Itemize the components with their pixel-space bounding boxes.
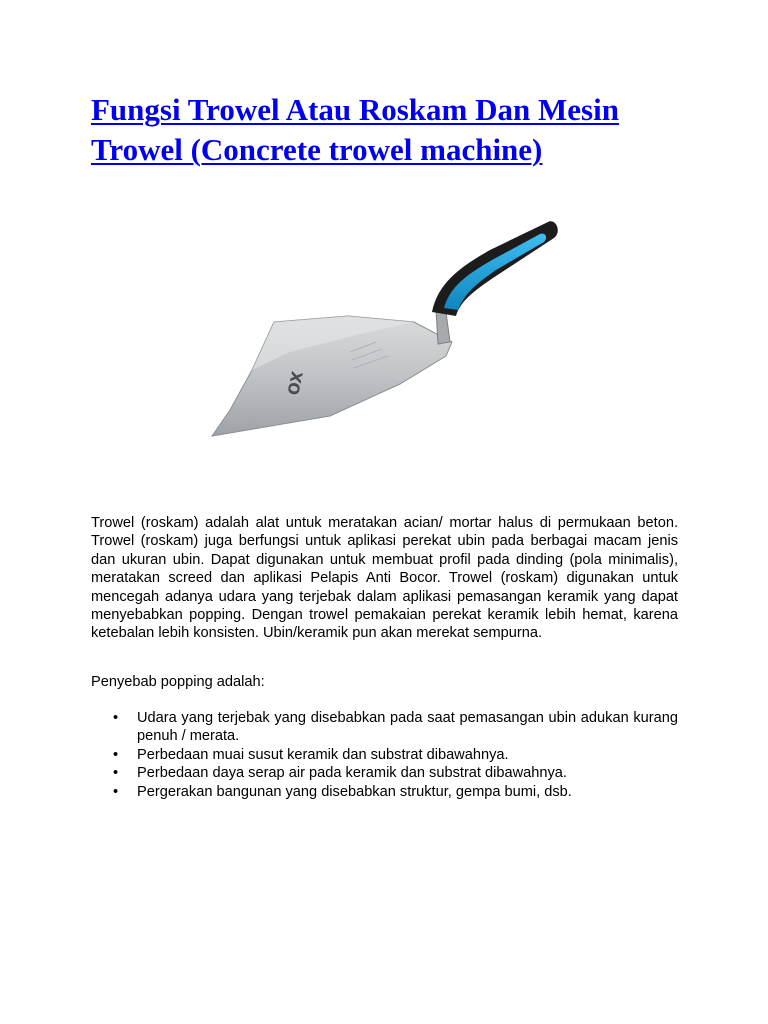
list-item-text: Udara yang terjebak yang disebabkan pada saat pemasangan ubin adukan kurang penuh / merata. [137, 710, 678, 745]
list-item-text: Pergerakan bangunan yang disebabkan struktur, gempa bumi, dsb. [137, 783, 572, 800]
list-item-text: Perbedaan daya serap air pada keramik dan substrat dibawahnya. [137, 765, 567, 782]
intro-paragraph: Trowel (roskam) adalah alat untuk meratakan acian/ mortar halus di permukaan beton. Trowel (roskam) juga berfungsi untuk aplikasi perekat ubin pada berbagai macam jenis dan ukuran ubin. Dapat digunakan untuk membuat profil pada dinding (pola minimalis), meratakan screed dan aplikasi Pelapis Anti Bocor. Trowel (roskam) digunakan untuk mencegah adanya udara yang terjebak dalam aplikasi pemasangan keramik yang dapat menyebabkan popping. Dengan trowel pemakaian perekat keramik lebih hemat, karena ketebalan lebih konsisten. Ubin/keramik pun akan merekat sempurna. [91, 515, 678, 642]
bullet-marker: • [113, 765, 119, 782]
article-title[interactable] [91, 90, 681, 170]
svg-text:OX: OX [284, 369, 307, 397]
trowel-shank [436, 310, 450, 344]
bullet-marker: • [113, 710, 119, 726]
article-title-link[interactable]: Fungsi Trowel Atau Roskam Dan Mesin Trowel (Concrete trowel machine) [91, 92, 619, 167]
list-item-text: Perbedaan muai susut keramik dan substrat dibawahnya. [137, 746, 509, 763]
list-item [91, 746, 678, 764]
popping-causes-heading: Penyebab popping adalah: [91, 674, 265, 690]
list-item [91, 764, 678, 782]
trowel-illustration [200, 184, 572, 474]
list-item [91, 783, 678, 801]
trowel-image [200, 184, 572, 474]
bullet-marker: • [113, 783, 119, 800]
list-item [91, 709, 678, 746]
bullet-marker: • [113, 746, 119, 763]
popping-causes-list [91, 709, 678, 801]
